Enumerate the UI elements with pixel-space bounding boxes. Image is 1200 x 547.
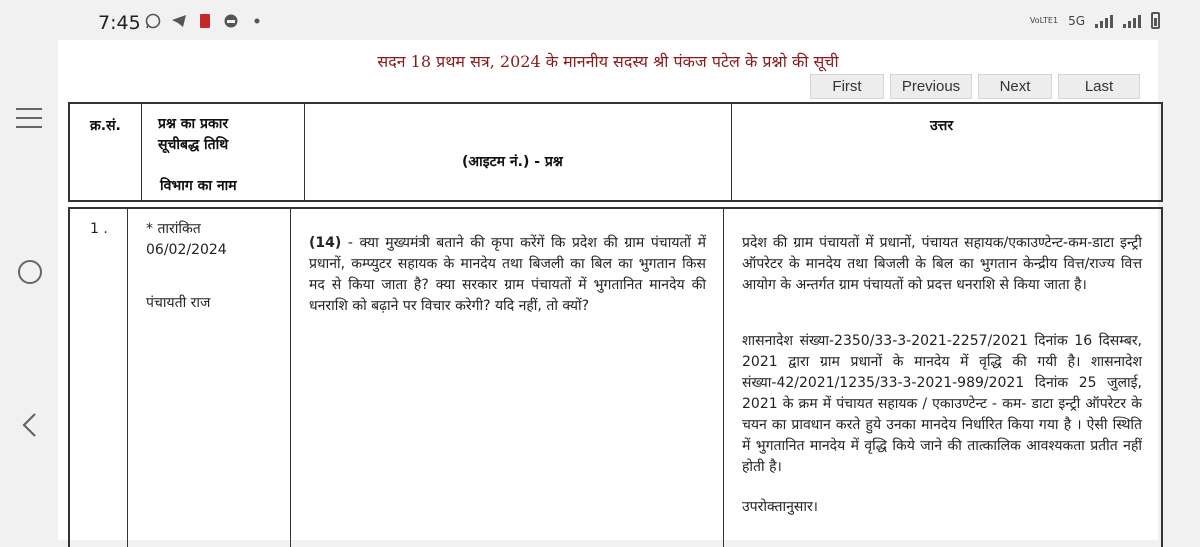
row-question [309, 233, 706, 317]
pagination [810, 74, 1140, 99]
last-button[interactable]: Last [1058, 74, 1140, 99]
whatsapp-icon [145, 13, 161, 29]
header-type: प्रश्न का प्रकार [158, 116, 229, 132]
row-answer-p2: शासनादेश संख्या-2350/33-3-2021-2257/2021 दिनांक 16 दिसम्बर, 2021 द्वारा ग्राम प्रधानों के मानदेय में वृद्धि की गयी है। शासनादेश संख्या-42/2021/1235/33-3-2021-989/2021 दिनांक 25 जुलाई, 2021 के क्रम में पंचायत सहायक / एकाउण्टेन्ट - कम- डाटा इन्ट्री ऑपरेटर के चयन का प्रावधान करते हुये उनका मानदेय निर्धारित किया गया है । ऐसी स्थिति में भुगतानित मानदेय में वृद्धि किये जाने की तात्कालिक आवश्यकता प्रतीत नहीं होती है। [742, 333, 1142, 475]
row-answer-p1: प्रदेश की ग्राम पंचायतों में प्रधानों, पंचायत सहायक/एकाउण्टेन्ट-कम-डाटा इन्ट्री ऑपरेटर के मानदेय तथा बिजली के बिल का भुगतान केन्द्रीय वित्त/राज्य वित्त आयोग के अन्तर्गत ग्राम पंचायतों को प्रदत्त धनराशि से किया जाता है। [742, 235, 1142, 293]
row-serial: 1 . [90, 221, 108, 237]
home-icon[interactable] [18, 260, 42, 284]
row-question-text: - क्या मुख्यमंत्री बताने की कृपा करेंगें कि प्रदेश की ग्राम पंचायतों में प्रधानों, कम्प्युटर सहायक के मानदेय तथा बिजली का बिल का भुगतान किस मद से किया जाता है? क्या सरकार ग्राम पंचायतों में भुगतानित मानदेय की धनराशि को बढ़ाने पर विचार करेगी? यदि नहीं, तो क्यों? [309, 235, 706, 314]
table-header [68, 102, 1163, 202]
header-date: सूचीबद्ध तिथि [158, 137, 229, 153]
status-indicators [1030, 12, 1160, 29]
row-department: पंचायती राज [146, 295, 211, 311]
telegram-icon [171, 13, 187, 29]
previous-button[interactable]: Previous [890, 74, 972, 99]
book-app-icon [197, 13, 213, 29]
back-icon[interactable] [20, 412, 38, 438]
header-serial: क्र.सं. [90, 118, 121, 134]
signal-2-icon [1123, 14, 1141, 28]
table-row [68, 207, 1163, 547]
status-time: 7:45 [98, 12, 141, 34]
header-department: विभाग का नाम [160, 178, 237, 194]
network-type: 5G [1068, 13, 1085, 28]
battery-icon [1151, 12, 1160, 29]
recents-icon[interactable] [16, 108, 42, 135]
row-listed-date: 06/02/2024 [146, 242, 227, 258]
header-question: (आइटम नं.) - प्रश्न [462, 154, 563, 170]
game-icon [223, 13, 239, 29]
row-item-number: (14) [309, 235, 342, 251]
more-dot-icon [249, 13, 265, 29]
row-answer-p3: उपरोक्तानुसार। [742, 499, 818, 515]
row-question-type: * तारांकित [146, 221, 201, 237]
signal-1-icon [1095, 14, 1113, 28]
header-answer: उत्तर [930, 118, 954, 134]
web-page [58, 40, 1158, 540]
notification-icons [145, 13, 265, 29]
next-button[interactable]: Next [978, 74, 1052, 99]
page-title: सदन 18 प्रथम सत्र, 2024 के माननीय सदस्य श्री पंकज पटेल के प्रश्नो की सूची [377, 52, 839, 71]
volte-label: VoLTE1 [1029, 16, 1059, 25]
system-nav-rail [0, 46, 58, 540]
first-button[interactable]: First [810, 74, 884, 99]
